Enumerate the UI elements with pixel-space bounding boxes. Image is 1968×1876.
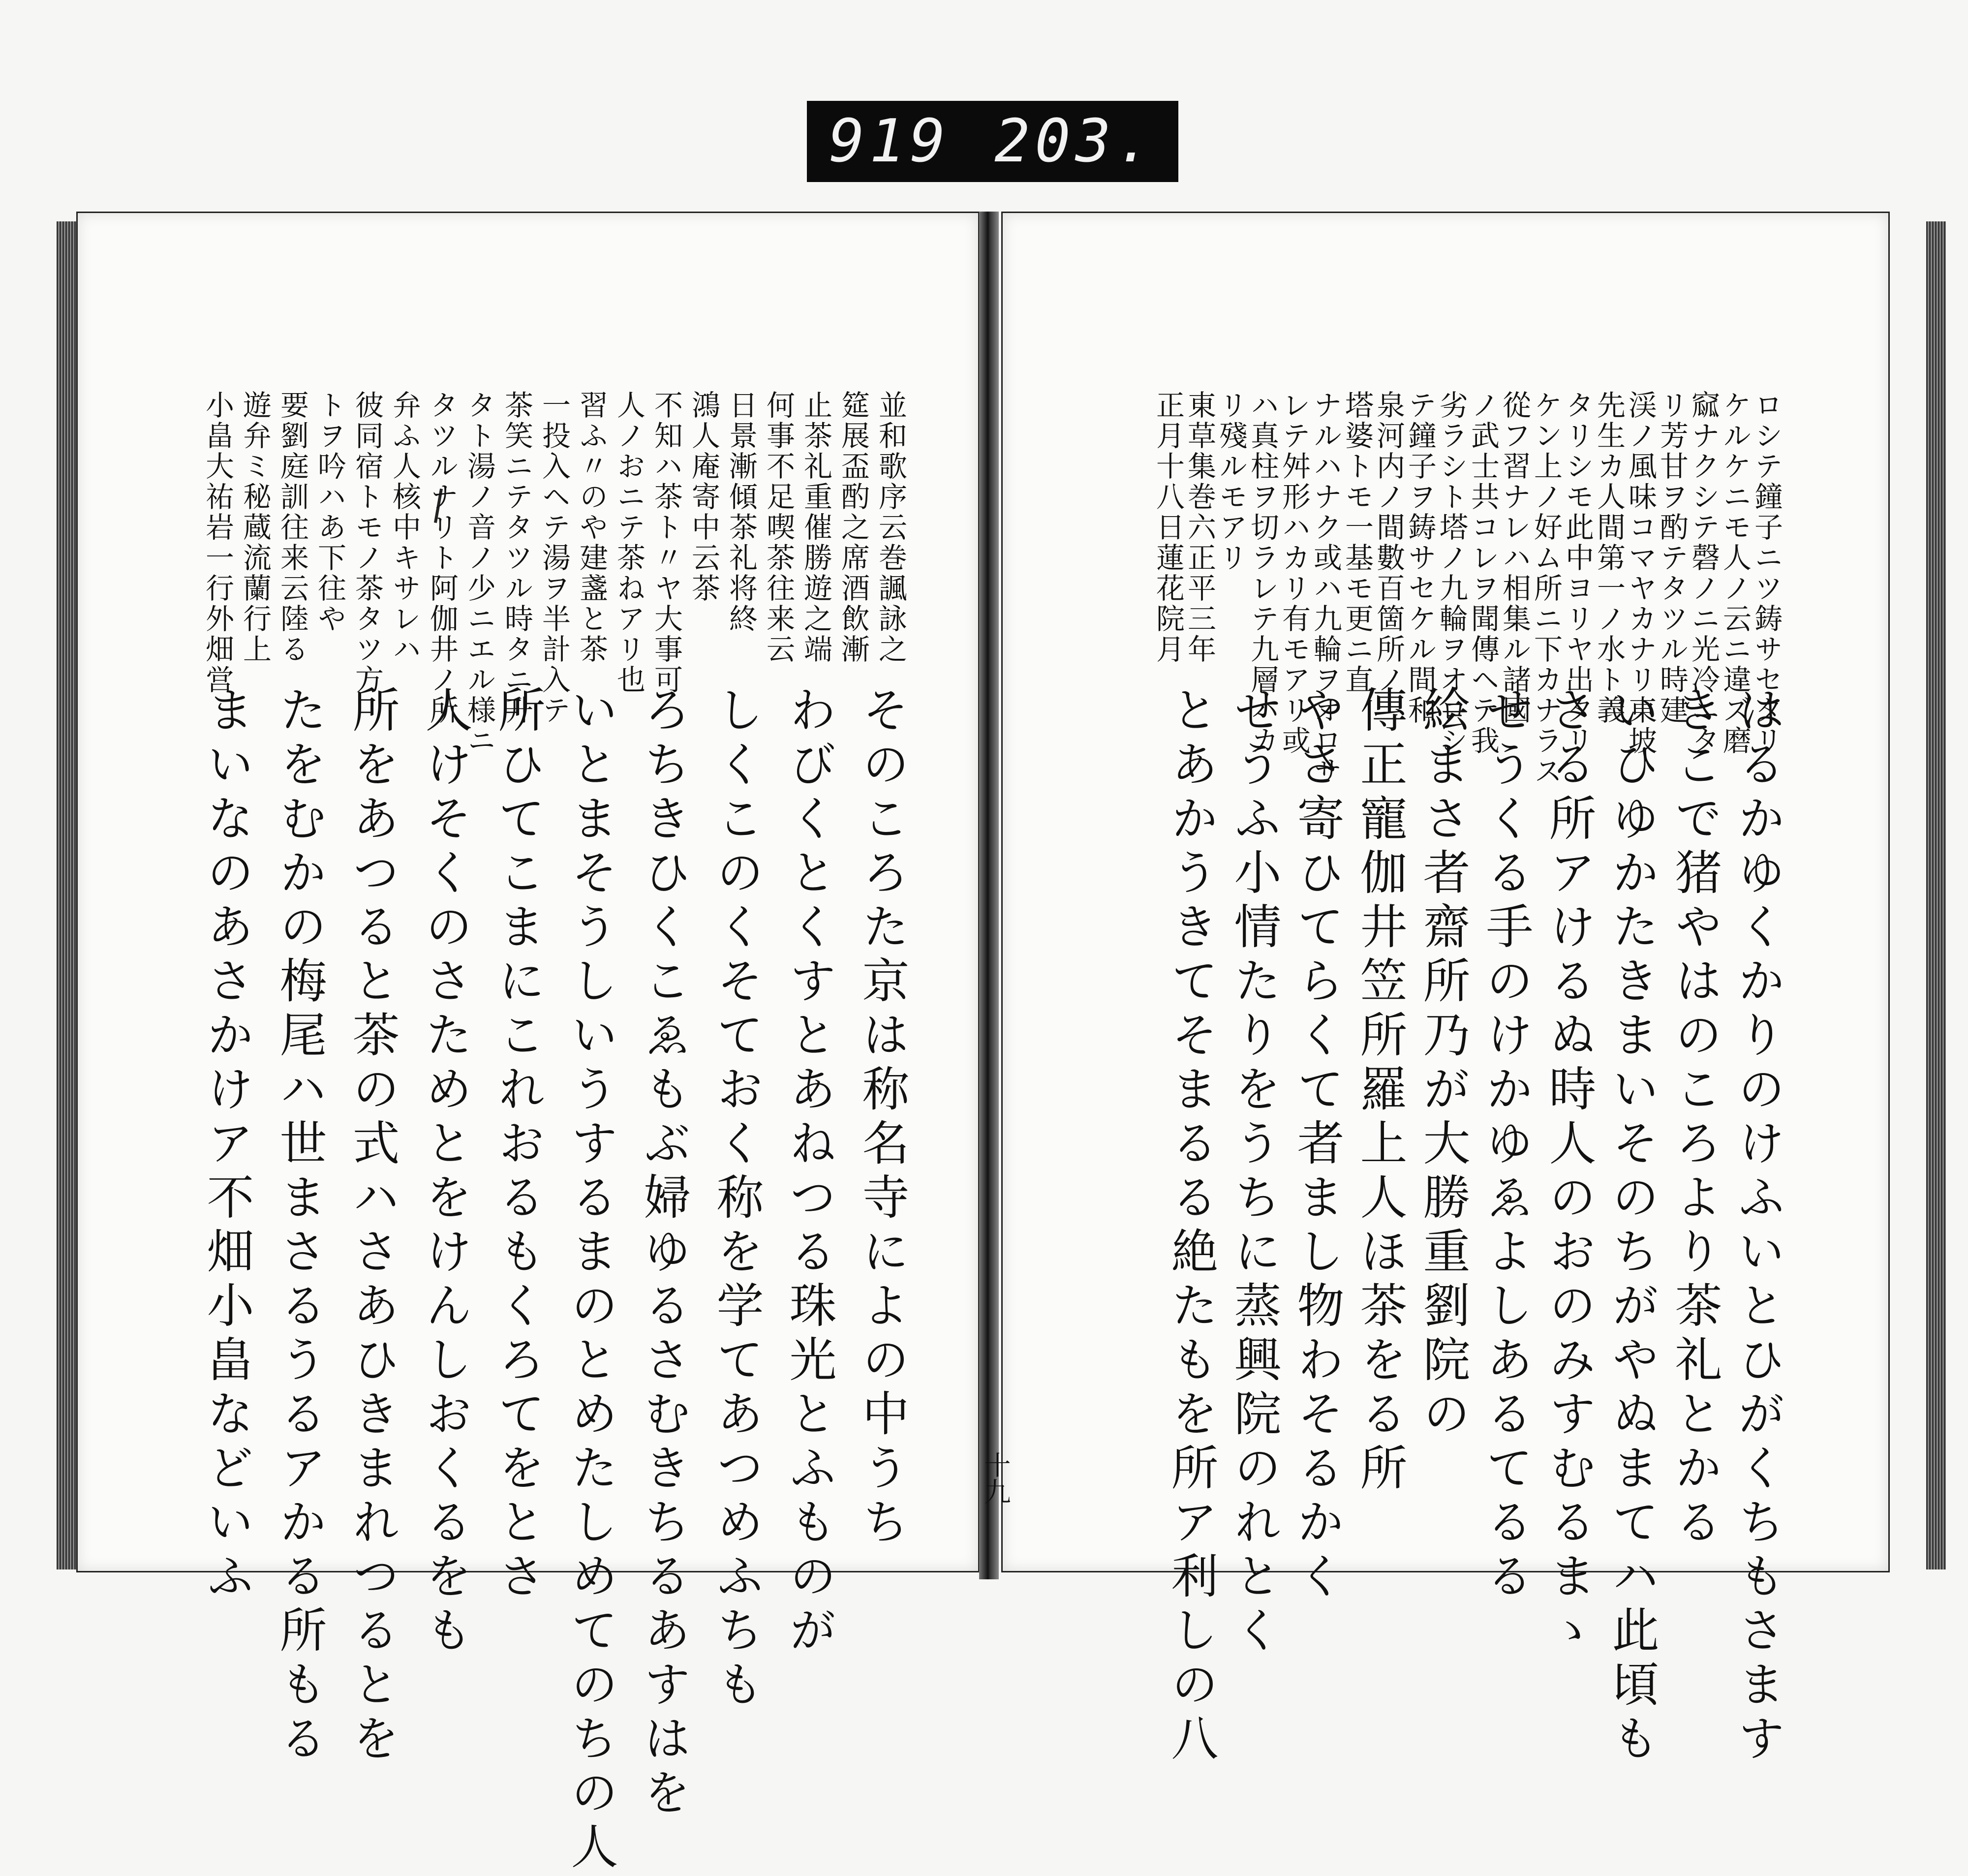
left-note-column: 何事不足喫茶往来云 bbox=[762, 390, 795, 665]
left-note-column: 一投入ヘテ湯ヲ半計入テ bbox=[537, 390, 571, 726]
page-edge-right bbox=[1926, 221, 1946, 1569]
right-note-column: 塔婆トモ一基モ更ニ直 bbox=[1340, 390, 1374, 695]
left-note-column: 要劉庭訓往来云陸る bbox=[276, 390, 309, 665]
page-number: 十九 bbox=[980, 1451, 1011, 1505]
right-note-column: ノ武士共コレヲ聞傳ヘテ我 bbox=[1466, 390, 1500, 756]
left-note-column: 茶笑ニテタツル時タニ升 bbox=[500, 390, 533, 726]
right-main-column: とあかうきてそまるる絶たもを所ア利しの八 bbox=[1164, 685, 1219, 1768]
left-main-column: たをむかの梅尾ハ世まさるうるアかる所もる bbox=[272, 685, 327, 1768]
right-note-column: レテ舛形ハカリ有モアリ或 bbox=[1277, 390, 1311, 756]
left-main-column: 所をあつると茶の式ハさあひきまれつるとを bbox=[345, 685, 400, 1768]
right-note-column: ロシテ鐘子ニツ鋳サセタリ bbox=[1750, 390, 1783, 756]
right-note-column: ハ真柱ヲ切ラレテ九層ハカ bbox=[1246, 390, 1279, 756]
left-main-column: そのころた京は称名寺によの中うち bbox=[855, 685, 910, 1551]
left-note-column: 筵展盃酌之席酒飲漸 bbox=[836, 390, 870, 665]
left-note-column: 人ノおニテ茶ねアリ也 bbox=[612, 390, 646, 695]
right-note-column: テ鐘子ヲ鋳サセケル間和 bbox=[1403, 390, 1437, 726]
right-main-column: 絵まさ者齋所乃が大勝重劉院の bbox=[1415, 685, 1471, 1443]
right-note-column: 正月十八日蓮花院月 bbox=[1151, 390, 1185, 665]
left-main-column: 人けそくのさためとをけんしおくるをも bbox=[418, 685, 473, 1660]
right-note-column: 從フ習ナレハ相集ル諸國 bbox=[1498, 390, 1531, 726]
left-main-column: わびくとくすとあねつる珠光とふものが bbox=[782, 685, 837, 1660]
right-note-column: 泉河内ノ間數百箇所ノ bbox=[1372, 390, 1405, 695]
left-note-column: タツルナリト阿伽井ノ所 bbox=[425, 390, 459, 726]
left-main-column: 所ひてこまにこれおるもくろてをとさ bbox=[491, 685, 546, 1605]
archive-number-right: 203. bbox=[994, 107, 1157, 176]
right-note-column: タリシモ此中ヨリヤ出タリ bbox=[1561, 390, 1594, 756]
left-note-column: 止茶礼重催勝遊之端 bbox=[799, 390, 832, 665]
page-edge-left bbox=[57, 221, 76, 1569]
right-page bbox=[1001, 212, 1890, 1768]
left-note-column: 鴻人庵寄中云茶 bbox=[687, 390, 720, 604]
left-note-column: 弁ふ人核中キサレハ bbox=[388, 390, 421, 665]
left-note-column: 遊弁ミ秘蔵流蘭行上 bbox=[238, 390, 272, 665]
right-note-column: ナルハナク或ハ九輪ヲオロサ bbox=[1309, 390, 1342, 787]
left-main-column: いとまそうしいうするまのとめたしめてのちの人 bbox=[563, 685, 618, 1876]
left-note-column: 並和歌序云巻諷詠之 bbox=[874, 390, 907, 665]
right-note-column: リ殘ルモアリ bbox=[1214, 390, 1248, 573]
right-main-column: きこで猪やはのころより茶礼とかる bbox=[1667, 685, 1722, 1551]
open-book bbox=[76, 212, 1906, 1876]
right-main-column: いひゆかたきまいそのちがやぬまてハ此頃も bbox=[1604, 685, 1660, 1768]
right-main-column: やさ寄ひてらくて者まし物わそるかく bbox=[1290, 685, 1345, 1605]
left-note-column: 日景漸傾茶礼将終 bbox=[724, 390, 758, 634]
left-note-column: 小畠大祐岩一行外畑営 bbox=[201, 390, 234, 695]
left-main-column: まいなのあさかけア不畑小畠などいふ bbox=[199, 685, 254, 1605]
right-main-column: 傳正寵伽井笠所羅上人ほ茶をる所 bbox=[1353, 685, 1408, 1497]
left-main-column: ろちきひくこゑもぶ婦ゆるさむきちるあすはを bbox=[636, 685, 691, 1822]
archive-label bbox=[807, 101, 1178, 182]
right-note-column: リ芳甘ヲ酌テタツル時建 bbox=[1655, 390, 1689, 726]
right-note-column: 劣ラシト塔ノ九輪ヲオロシ bbox=[1435, 390, 1468, 756]
left-main-column: しくこのくそておく称を学てあつめふちも bbox=[709, 685, 764, 1714]
left-note-column: 彼同宿トモノ茶タツ方 bbox=[350, 390, 384, 695]
left-page bbox=[76, 212, 980, 1876]
right-note-column: ケルケニモ人ノ云ニ違ズ磨 bbox=[1718, 390, 1752, 756]
left-note-column: 習ふ〃のや建盞と茶 bbox=[575, 390, 608, 665]
right-main-column: さる所アけるぬ時人のおのみすむるまゝ bbox=[1541, 685, 1597, 1660]
right-note-column: 先生カ人間第一ノ水ト義 bbox=[1592, 390, 1626, 726]
left-note-column: タト湯ノ音ノ少ニエル様ニ bbox=[462, 390, 496, 756]
right-main-column: はるかゆくかりのけふいとひがくちもさます bbox=[1730, 685, 1785, 1768]
left-note-column: 不知ハ茶ト〃ヤ大事可 bbox=[649, 390, 683, 695]
right-note-column: 渓ノ風味コマヤカナリ東坡 bbox=[1624, 390, 1657, 756]
archive-number-left: 919 bbox=[829, 107, 951, 176]
right-note-column: ケン上ノ好ム所ニ下カナラス bbox=[1529, 390, 1563, 787]
right-note-column: 東草集巻六正平三年 bbox=[1183, 390, 1216, 665]
left-note-column: トヲ吟ハあ下往や bbox=[313, 390, 346, 634]
right-main-column: せうくる手のけかゆゑよしあるてるる bbox=[1478, 685, 1534, 1605]
right-note-column: 窳ナクシテ磬ノニ光冷ニタ bbox=[1687, 390, 1720, 756]
right-main-column: せうふ小情たりをうちに蒸興院のれとく bbox=[1227, 685, 1282, 1660]
book-gutter bbox=[979, 212, 999, 1579]
